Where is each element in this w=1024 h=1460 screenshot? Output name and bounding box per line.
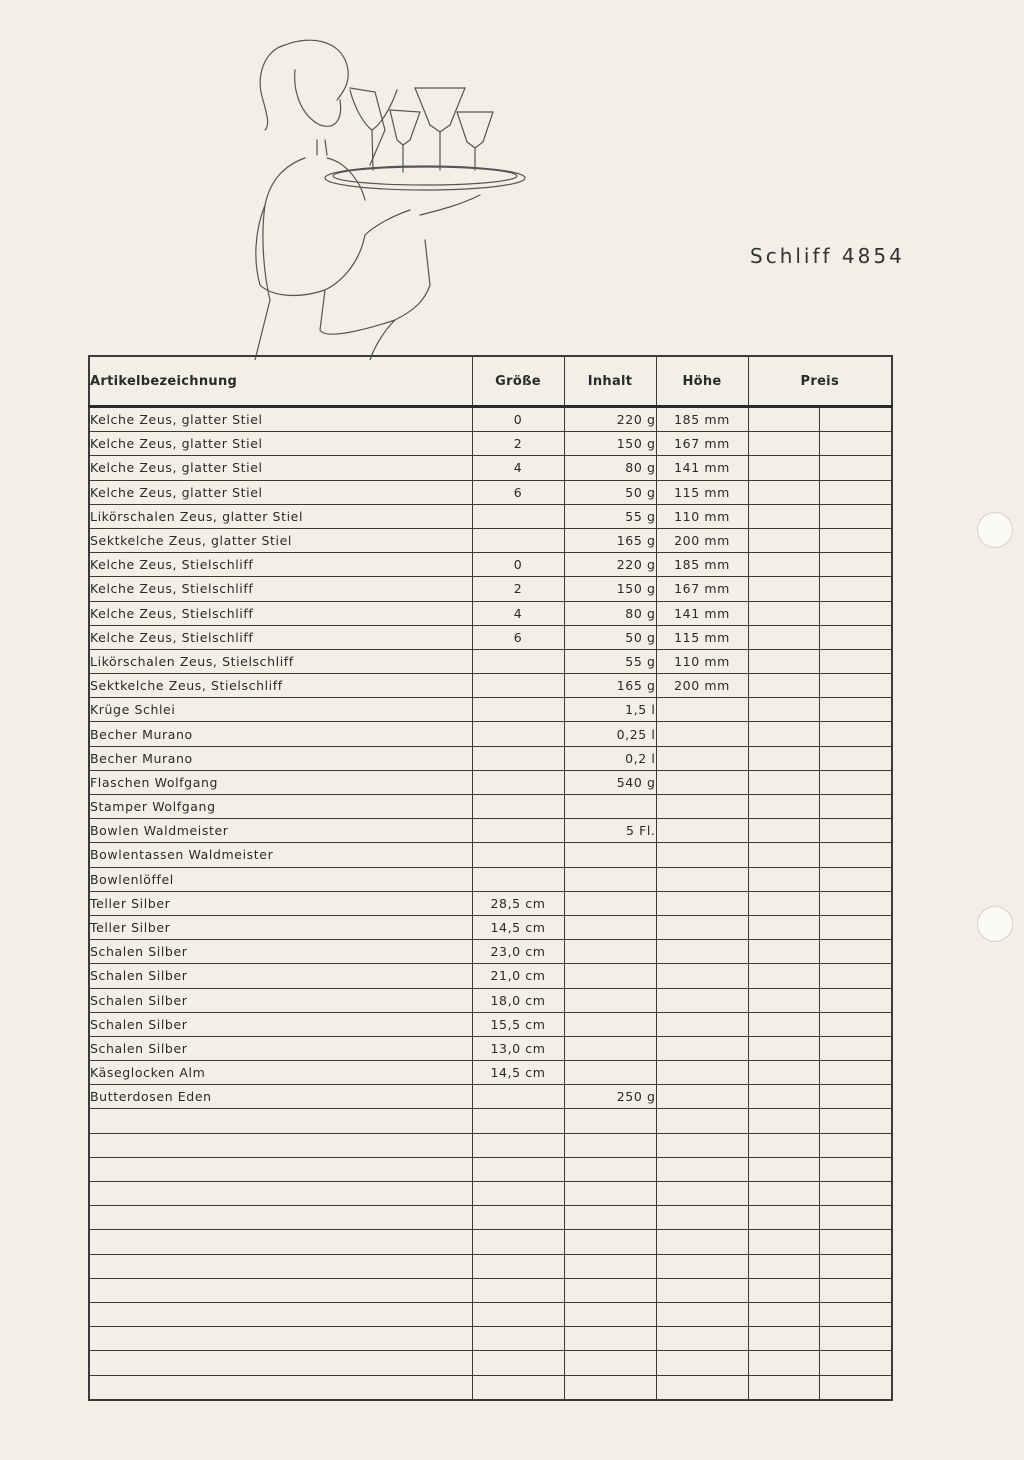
header-artikelbezeichnung: Artikelbezeichnung [89, 356, 472, 407]
table-row [89, 1351, 892, 1375]
cell-hoehe [656, 891, 748, 915]
cell-preis [819, 891, 892, 915]
cell-hoehe [656, 1206, 748, 1230]
cell-artikel: Butterdosen Eden [89, 1085, 472, 1109]
cell-artikel: Likörschalen Zeus, glatter Stiel [89, 504, 472, 528]
cell-preis [819, 1206, 892, 1230]
cell-groesse: 14,5 cm [472, 915, 564, 939]
cell-preis [819, 625, 892, 649]
cell-groesse: 4 [472, 456, 564, 480]
cell-preis [748, 601, 819, 625]
cell-groesse [472, 1327, 564, 1351]
cell-hoehe [656, 770, 748, 794]
cell-hoehe: 185 mm [656, 407, 748, 432]
page-title: Schliff 4854 [750, 244, 905, 268]
cell-groesse: 2 [472, 577, 564, 601]
cell-preis [819, 1230, 892, 1254]
cell-preis [819, 964, 892, 988]
cell-preis [748, 480, 819, 504]
cell-artikel [89, 1230, 472, 1254]
cell-inhalt [564, 1254, 656, 1278]
cell-inhalt: 1,5 l [564, 698, 656, 722]
cell-preis [748, 843, 819, 867]
cell-hoehe: 141 mm [656, 456, 748, 480]
cell-preis [819, 819, 892, 843]
cell-hoehe: 200 mm [656, 674, 748, 698]
cell-inhalt: 150 g [564, 577, 656, 601]
cell-inhalt [564, 964, 656, 988]
cell-preis [819, 1109, 892, 1133]
cell-preis [819, 456, 892, 480]
cell-hoehe [656, 915, 748, 939]
cell-groesse [472, 746, 564, 770]
cell-groesse [472, 1109, 564, 1133]
cell-artikel: Becher Murano [89, 722, 472, 746]
cell-groesse [472, 1254, 564, 1278]
cell-preis [819, 1327, 892, 1351]
article-table [88, 355, 893, 1401]
cell-artikel: Kelche Zeus, glatter Stiel [89, 456, 472, 480]
cell-inhalt [564, 1012, 656, 1036]
cell-inhalt: 250 g [564, 1085, 656, 1109]
table-row [89, 456, 892, 480]
cell-hoehe [656, 746, 748, 770]
cell-preis [748, 1182, 819, 1206]
cell-groesse [472, 1278, 564, 1302]
table-row [89, 674, 892, 698]
cell-hoehe: 110 mm [656, 504, 748, 528]
table-row [89, 940, 892, 964]
cell-preis [819, 722, 892, 746]
cell-inhalt [564, 1375, 656, 1400]
table-row [89, 988, 892, 1012]
cell-preis [748, 1061, 819, 1085]
cell-hoehe [656, 1302, 748, 1326]
cell-preis [819, 1254, 892, 1278]
cell-inhalt: 80 g [564, 456, 656, 480]
cell-preis [819, 553, 892, 577]
table-row [89, 1085, 892, 1109]
cell-groesse [472, 795, 564, 819]
cell-groesse: 0 [472, 553, 564, 577]
cell-hoehe [656, 843, 748, 867]
cell-inhalt [564, 1278, 656, 1302]
table-row [89, 891, 892, 915]
cell-artikel: Kelche Zeus, Stielschliff [89, 625, 472, 649]
cell-artikel [89, 1375, 472, 1400]
cell-inhalt: 55 g [564, 504, 656, 528]
cell-inhalt: 165 g [564, 528, 656, 552]
cell-preis [819, 746, 892, 770]
table-row [89, 1230, 892, 1254]
cell-inhalt [564, 1302, 656, 1326]
cell-inhalt [564, 843, 656, 867]
cell-preis [819, 795, 892, 819]
cell-preis [748, 795, 819, 819]
cell-artikel: Kelche Zeus, glatter Stiel [89, 432, 472, 456]
cell-artikel: Kelche Zeus, Stielschliff [89, 577, 472, 601]
cell-preis [819, 1157, 892, 1181]
cell-preis [819, 674, 892, 698]
cell-artikel [89, 1133, 472, 1157]
cell-hoehe [656, 1230, 748, 1254]
table-row [89, 649, 892, 673]
cell-artikel: Teller Silber [89, 915, 472, 939]
table-row [89, 1302, 892, 1326]
cell-artikel [89, 1327, 472, 1351]
cell-artikel: Likörschalen Zeus, Stielschliff [89, 649, 472, 673]
table-row [89, 528, 892, 552]
cell-artikel: Teller Silber [89, 891, 472, 915]
cell-artikel: Käseglocken Alm [89, 1061, 472, 1085]
cell-groesse [472, 722, 564, 746]
cell-artikel: Kelche Zeus, glatter Stiel [89, 480, 472, 504]
cell-groesse [472, 674, 564, 698]
cell-groesse [472, 698, 564, 722]
cell-inhalt: 0,25 l [564, 722, 656, 746]
cell-inhalt [564, 1133, 656, 1157]
cell-preis [748, 553, 819, 577]
table-row [89, 1206, 892, 1230]
cell-artikel [89, 1351, 472, 1375]
punch-hole [977, 906, 1013, 942]
cell-preis [748, 1278, 819, 1302]
table-row [89, 1157, 892, 1181]
cell-inhalt: 55 g [564, 649, 656, 673]
cell-preis [748, 456, 819, 480]
cell-hoehe: 110 mm [656, 649, 748, 673]
cell-preis [819, 407, 892, 432]
table-row [89, 601, 892, 625]
table-row [89, 770, 892, 794]
cell-preis [748, 1109, 819, 1133]
cell-preis [819, 480, 892, 504]
cell-preis [819, 528, 892, 552]
cell-artikel [89, 1278, 472, 1302]
cell-artikel: Becher Murano [89, 746, 472, 770]
cell-groesse [472, 1182, 564, 1206]
cell-artikel [89, 1206, 472, 1230]
cell-groesse [472, 843, 564, 867]
cell-inhalt [564, 891, 656, 915]
cell-artikel: Schalen Silber [89, 988, 472, 1012]
cell-hoehe [656, 1278, 748, 1302]
cell-preis [819, 1036, 892, 1060]
cell-artikel [89, 1109, 472, 1133]
cell-preis [819, 1278, 892, 1302]
cell-hoehe: 185 mm [656, 553, 748, 577]
cell-groesse [472, 528, 564, 552]
table-row [89, 577, 892, 601]
cell-preis [748, 1206, 819, 1230]
cell-inhalt: 5 Fl. [564, 819, 656, 843]
header-hoehe: Höhe [656, 356, 748, 407]
cell-groesse: 2 [472, 432, 564, 456]
cell-hoehe: 141 mm [656, 601, 748, 625]
cell-hoehe [656, 1036, 748, 1060]
cell-artikel: Bowlentassen Waldmeister [89, 843, 472, 867]
cell-preis [748, 407, 819, 432]
cell-preis [819, 988, 892, 1012]
table-row [89, 746, 892, 770]
cell-hoehe [656, 1254, 748, 1278]
cell-groesse: 13,0 cm [472, 1036, 564, 1060]
cell-groesse [472, 504, 564, 528]
table-header-row [89, 356, 892, 407]
cell-inhalt: 0,2 l [564, 746, 656, 770]
cell-preis [748, 1351, 819, 1375]
cell-hoehe [656, 795, 748, 819]
cell-groesse: 6 [472, 480, 564, 504]
table-row [89, 915, 892, 939]
cell-inhalt [564, 915, 656, 939]
cell-artikel: Schalen Silber [89, 1012, 472, 1036]
cell-hoehe [656, 1375, 748, 1400]
cell-groesse: 15,5 cm [472, 1012, 564, 1036]
cell-groesse: 14,5 cm [472, 1061, 564, 1085]
cell-inhalt [564, 988, 656, 1012]
table-row [89, 1109, 892, 1133]
cell-preis [819, 577, 892, 601]
table-row [89, 722, 892, 746]
cell-hoehe [656, 1351, 748, 1375]
table-row [89, 553, 892, 577]
cell-inhalt [564, 1036, 656, 1060]
cell-preis [748, 770, 819, 794]
cell-preis [748, 891, 819, 915]
table-row [89, 843, 892, 867]
cell-hoehe [656, 1109, 748, 1133]
cell-hoehe [656, 964, 748, 988]
cell-groesse: 28,5 cm [472, 891, 564, 915]
table-row [89, 795, 892, 819]
table-body [89, 407, 892, 1400]
cell-hoehe [656, 1182, 748, 1206]
cell-preis [819, 1351, 892, 1375]
cell-preis [748, 1036, 819, 1060]
cell-inhalt: 165 g [564, 674, 656, 698]
cell-inhalt: 220 g [564, 407, 656, 432]
cell-hoehe [656, 940, 748, 964]
cell-groesse [472, 1085, 564, 1109]
cell-preis [748, 504, 819, 528]
cell-groesse [472, 1375, 564, 1400]
cell-artikel: Schalen Silber [89, 940, 472, 964]
cell-hoehe [656, 1061, 748, 1085]
cell-preis [748, 722, 819, 746]
table-row [89, 432, 892, 456]
cell-groesse [472, 819, 564, 843]
cell-hoehe: 200 mm [656, 528, 748, 552]
cell-groesse: 0 [472, 407, 564, 432]
cell-preis [748, 625, 819, 649]
cell-preis [819, 649, 892, 673]
cell-artikel: Stamper Wolfgang [89, 795, 472, 819]
cell-preis [748, 1230, 819, 1254]
cell-preis [819, 698, 892, 722]
table-row [89, 1061, 892, 1085]
table-row [89, 867, 892, 891]
cell-groesse [472, 1302, 564, 1326]
cell-inhalt [564, 795, 656, 819]
cell-hoehe [656, 1085, 748, 1109]
cell-inhalt [564, 1182, 656, 1206]
cell-artikel: Schalen Silber [89, 964, 472, 988]
cell-preis [748, 1012, 819, 1036]
cell-preis [748, 819, 819, 843]
header-inhalt: Inhalt [564, 356, 656, 407]
cell-preis [748, 649, 819, 673]
cell-preis [819, 504, 892, 528]
cell-groesse [472, 1157, 564, 1181]
cell-hoehe [656, 1157, 748, 1181]
cell-hoehe [656, 819, 748, 843]
cell-artikel: Kelche Zeus, Stielschliff [89, 601, 472, 625]
cell-hoehe [656, 1012, 748, 1036]
cell-preis [748, 577, 819, 601]
cell-preis [748, 1375, 819, 1400]
cell-artikel [89, 1254, 472, 1278]
cell-preis [819, 1061, 892, 1085]
cell-preis [819, 1375, 892, 1400]
cell-inhalt: 80 g [564, 601, 656, 625]
cell-inhalt [564, 1157, 656, 1181]
cell-artikel: Kelche Zeus, glatter Stiel [89, 407, 472, 432]
table-row [89, 504, 892, 528]
table-row [89, 1012, 892, 1036]
cell-preis [748, 988, 819, 1012]
cell-hoehe: 115 mm [656, 625, 748, 649]
header-groesse: Größe [472, 356, 564, 407]
cell-groesse [472, 770, 564, 794]
table-row [89, 1278, 892, 1302]
cell-groesse: 23,0 cm [472, 940, 564, 964]
cell-artikel [89, 1302, 472, 1326]
cell-preis [819, 1012, 892, 1036]
table-row [89, 698, 892, 722]
cell-preis [819, 601, 892, 625]
cell-inhalt: 50 g [564, 480, 656, 504]
cell-groesse [472, 1206, 564, 1230]
table-row [89, 1133, 892, 1157]
cell-hoehe [656, 867, 748, 891]
cell-hoehe: 115 mm [656, 480, 748, 504]
table-row [89, 625, 892, 649]
cell-inhalt [564, 867, 656, 891]
cell-groesse: 4 [472, 601, 564, 625]
cell-inhalt [564, 1230, 656, 1254]
cell-preis [748, 1133, 819, 1157]
cell-preis [819, 1133, 892, 1157]
cell-preis [748, 940, 819, 964]
cell-preis [748, 964, 819, 988]
cell-preis [748, 1085, 819, 1109]
table-row [89, 1327, 892, 1351]
cell-groesse: 21,0 cm [472, 964, 564, 988]
cell-preis [748, 432, 819, 456]
table-row [89, 1182, 892, 1206]
cell-inhalt [564, 1327, 656, 1351]
cell-inhalt: 150 g [564, 432, 656, 456]
cell-groesse [472, 867, 564, 891]
cell-preis [748, 528, 819, 552]
cell-hoehe [656, 988, 748, 1012]
waitress-illustration [225, 30, 535, 360]
cell-preis [748, 674, 819, 698]
cell-artikel: Kelche Zeus, Stielschliff [89, 553, 472, 577]
cell-preis [748, 867, 819, 891]
cell-groesse [472, 1230, 564, 1254]
cell-artikel [89, 1182, 472, 1206]
table-row [89, 964, 892, 988]
cell-preis [819, 1085, 892, 1109]
cell-hoehe [656, 698, 748, 722]
cell-artikel: Krüge Schlei [89, 698, 472, 722]
table-row [89, 819, 892, 843]
cell-inhalt [564, 1206, 656, 1230]
cell-preis [748, 698, 819, 722]
cell-hoehe [656, 1133, 748, 1157]
cell-preis [748, 1157, 819, 1181]
cell-preis [748, 1302, 819, 1326]
cell-artikel: Flaschen Wolfgang [89, 770, 472, 794]
cell-groesse [472, 649, 564, 673]
cell-inhalt: 50 g [564, 625, 656, 649]
cell-groesse [472, 1351, 564, 1375]
cell-preis [748, 746, 819, 770]
cell-hoehe [656, 722, 748, 746]
cell-hoehe: 167 mm [656, 577, 748, 601]
cell-preis [819, 432, 892, 456]
cell-preis [748, 1327, 819, 1351]
header-preis: Preis [748, 356, 892, 407]
cell-inhalt [564, 1351, 656, 1375]
table-row [89, 1254, 892, 1278]
cell-preis [819, 1182, 892, 1206]
cell-preis [819, 940, 892, 964]
cell-groesse [472, 1133, 564, 1157]
cell-inhalt: 220 g [564, 553, 656, 577]
cell-hoehe: 167 mm [656, 432, 748, 456]
table-row [89, 1375, 892, 1400]
cell-inhalt [564, 1109, 656, 1133]
cell-preis [819, 843, 892, 867]
cell-artikel: Schalen Silber [89, 1036, 472, 1060]
cell-inhalt: 540 g [564, 770, 656, 794]
cell-hoehe [656, 1327, 748, 1351]
cell-artikel: Bowlenlöffel [89, 867, 472, 891]
cell-preis [748, 1254, 819, 1278]
cell-preis [748, 915, 819, 939]
cell-inhalt [564, 940, 656, 964]
table-row [89, 1036, 892, 1060]
punch-hole [977, 512, 1013, 548]
cell-artikel: Sektkelche Zeus, Stielschliff [89, 674, 472, 698]
cell-artikel: Bowlen Waldmeister [89, 819, 472, 843]
cell-groesse: 18,0 cm [472, 988, 564, 1012]
table-row [89, 480, 892, 504]
cell-inhalt [564, 1061, 656, 1085]
cell-groesse: 6 [472, 625, 564, 649]
cell-preis [819, 1302, 892, 1326]
cell-artikel: Sektkelche Zeus, glatter Stiel [89, 528, 472, 552]
cell-preis [819, 915, 892, 939]
table-row [89, 407, 892, 432]
cell-artikel [89, 1157, 472, 1181]
cell-preis [819, 770, 892, 794]
cell-preis [819, 867, 892, 891]
